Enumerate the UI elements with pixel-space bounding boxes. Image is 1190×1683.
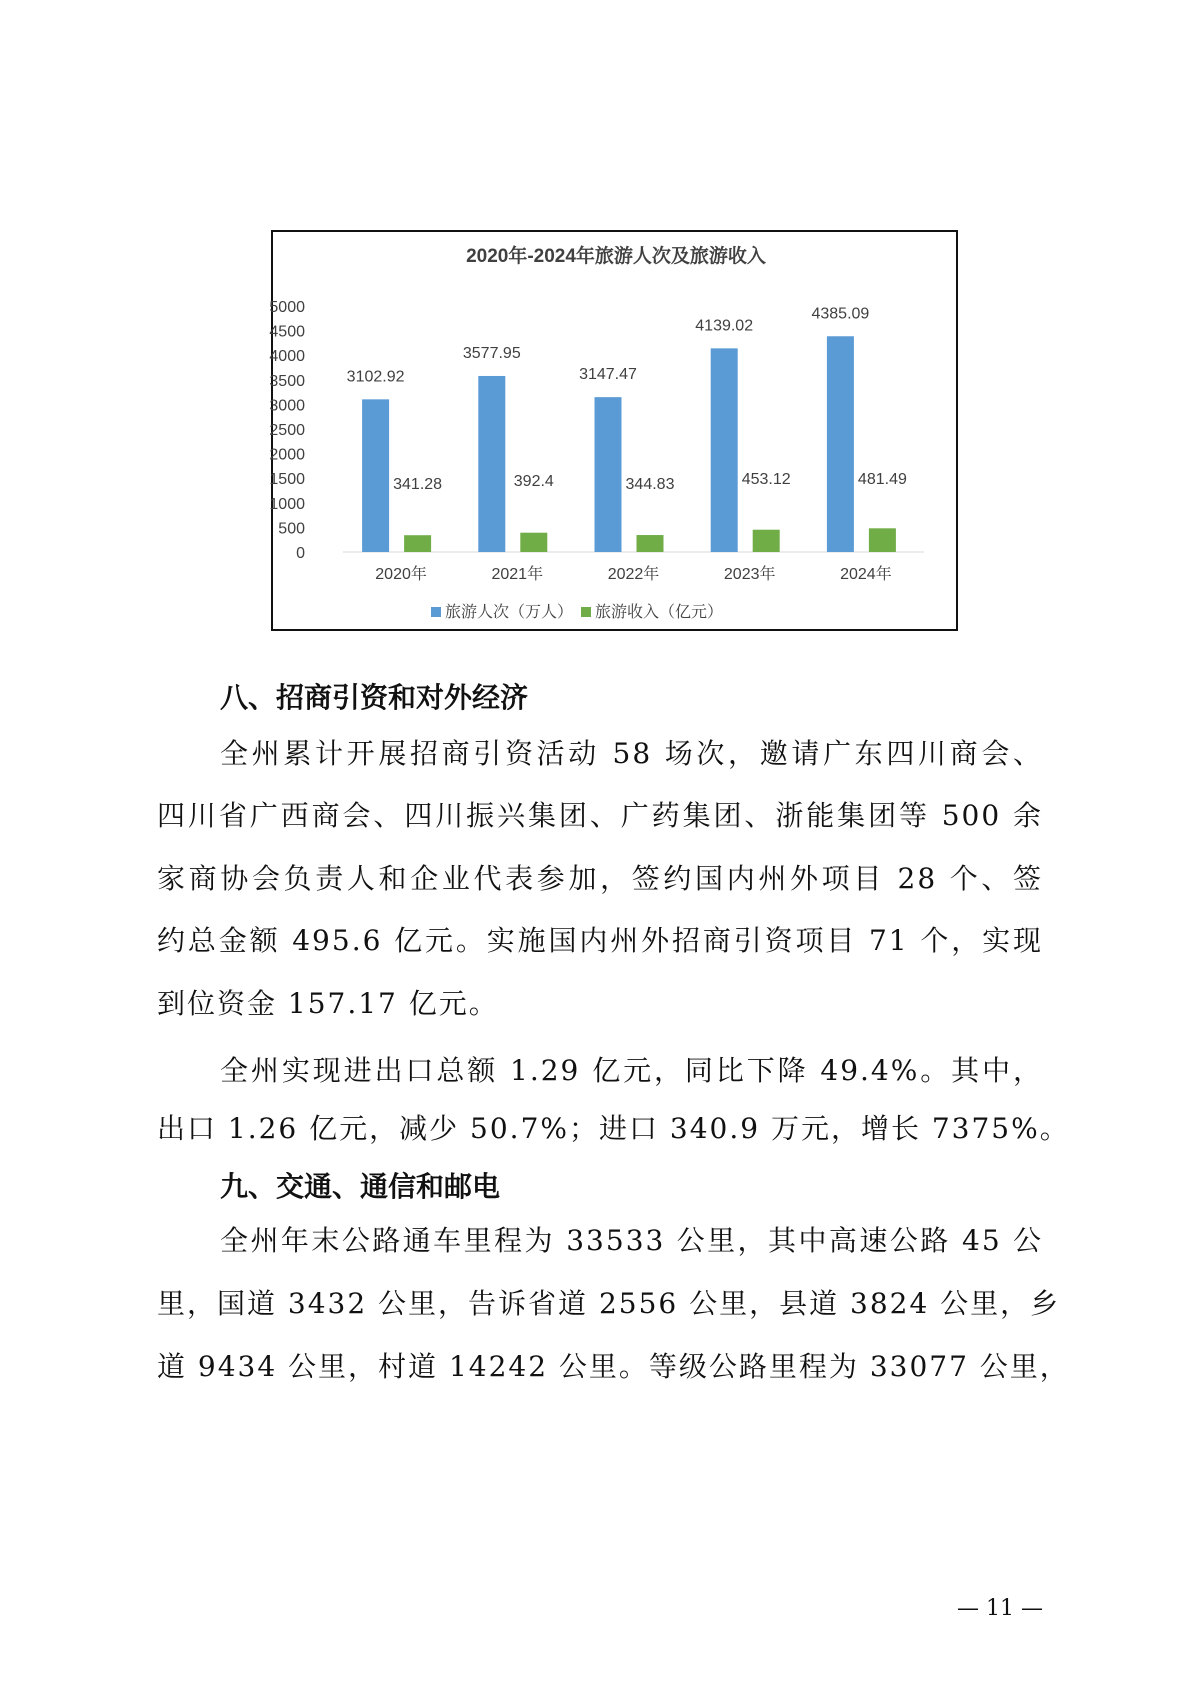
- chart-title: 2020年-2024年旅游人次及旅游收入: [466, 245, 766, 267]
- y-tick-label: 1500: [269, 471, 305, 489]
- bar-revenue: [637, 535, 664, 552]
- paragraph-line: 到位资金 157.17 亿元。: [157, 987, 499, 1020]
- legend-swatch: [431, 607, 441, 617]
- data-label: 344.83: [625, 476, 675, 493]
- data-label: 392.4: [513, 473, 554, 490]
- paragraph-line: 道 9434 公里，村道 14242 公里。等级公路里程为 33077 公里，: [157, 1350, 1070, 1383]
- legend-label: 旅游收入（亿元）: [595, 604, 724, 621]
- paragraph-line: 约总金额 495.6 亿元。实施国内州外招商引资项目 71 个，实现: [157, 924, 1043, 957]
- x-tick-label: 2020年: [375, 566, 427, 583]
- data-label: 453.12: [741, 471, 791, 488]
- x-tick-label: 2022年: [607, 566, 660, 583]
- paragraph-line: 家商协会负责人和企业代表参加，签约国内州外项目 28 个、签: [157, 862, 1043, 895]
- y-tick-label: 5000: [269, 299, 305, 316]
- y-tick-label: 0: [296, 545, 305, 562]
- y-tick-label: 2500: [269, 422, 305, 439]
- data-label: 4139.02: [695, 317, 754, 335]
- paragraph-line: 全州实现进出口总额 1.29 亿元，同比下降 49.4%。其中，: [220, 1054, 1043, 1087]
- bar-revenue: [869, 528, 896, 552]
- bar-revenue: [404, 535, 431, 552]
- section-9-heading: 九、交通、通信和邮电: [220, 1170, 501, 1203]
- data-label: 481.49: [857, 471, 907, 488]
- x-tick-label: 2021年: [491, 566, 544, 583]
- y-tick-label: 3000: [269, 397, 305, 415]
- y-tick-label: 1000: [269, 495, 305, 513]
- data-label: 3147.47: [579, 366, 637, 384]
- page-number: — 11 —: [957, 1596, 1043, 1621]
- tourism-chart: [271, 230, 958, 631]
- data-label: 3577.95: [462, 344, 521, 362]
- bar-revenue: [753, 530, 780, 552]
- bar-visitors: [478, 376, 505, 552]
- data-label: 4385.09: [811, 305, 870, 323]
- section-8-heading: 八、招商引资和对外经济: [220, 681, 529, 714]
- x-tick-label: 2024年: [840, 566, 892, 583]
- paragraph-line: 全州累计开展招商引资活动 58 场次，邀请广东四川商会、: [220, 737, 1043, 770]
- paragraph-line: 里，国道 3432 公里，告诉省道 2556 公里，县道 3824 公里，乡: [157, 1287, 1061, 1320]
- bar-visitors: [711, 348, 738, 552]
- x-tick-label: 2023年: [723, 566, 776, 583]
- data-label: 341.28: [393, 476, 443, 493]
- bar-visitors: [827, 336, 854, 552]
- y-tick-label: 2000: [269, 446, 305, 464]
- paragraph-line: 全州年末公路通车里程为 33533 公里，其中高速公路 45 公: [220, 1224, 1043, 1257]
- bar-revenue: [520, 533, 547, 552]
- chart-svg: [269, 232, 960, 633]
- y-tick-label: 3500: [269, 372, 305, 390]
- bar-visitors: [595, 397, 622, 552]
- bar-visitors: [362, 399, 389, 552]
- y-tick-label: 500: [278, 520, 305, 538]
- y-tick-label: 4000: [269, 348, 305, 366]
- y-tick-label: 4500: [269, 323, 305, 341]
- data-label: 3102.92: [346, 368, 405, 386]
- legend-swatch: [581, 607, 591, 617]
- paragraph-line: 四川省广西商会、四川振兴集团、广药集团、浙能集团等 500 余: [157, 799, 1043, 832]
- legend-label: 旅游人次（万人）: [445, 604, 574, 621]
- paragraph-line: 出口 1.26 亿元，减少 50.7%；进口 340.9 万元，增长 7375%。: [157, 1112, 1070, 1145]
